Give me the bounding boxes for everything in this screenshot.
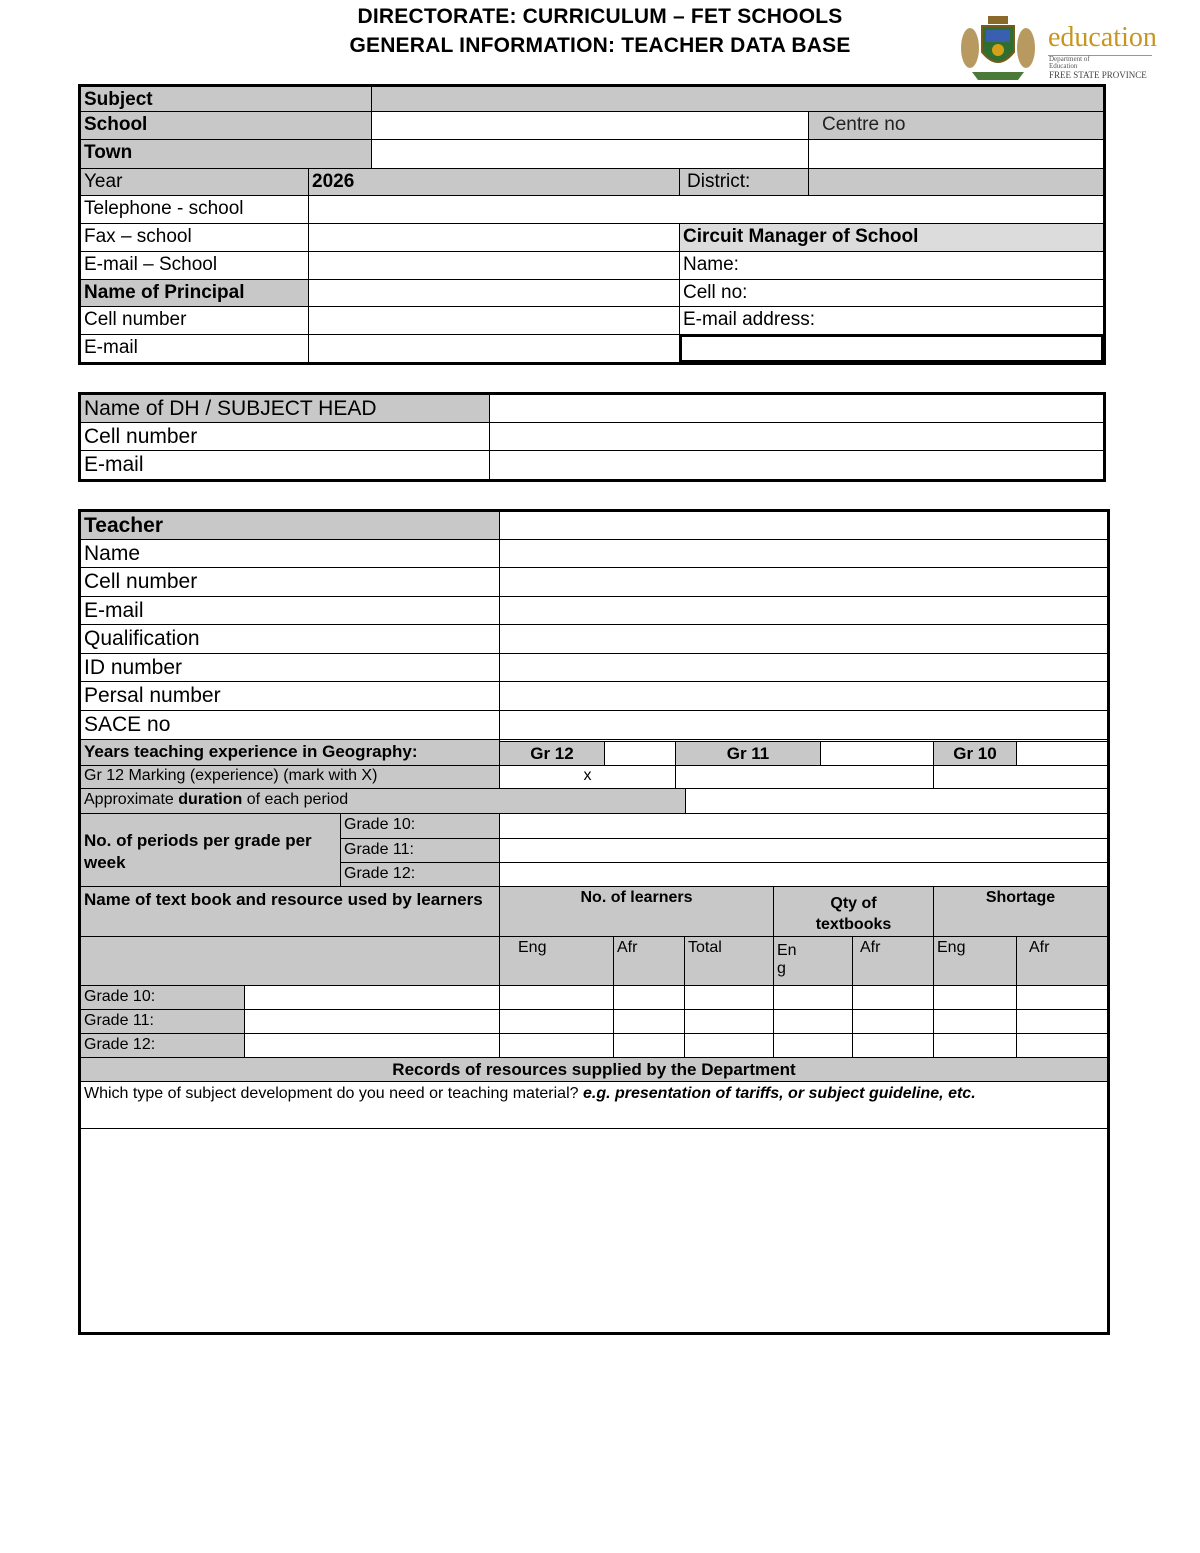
duration-bold: duration: [178, 791, 243, 808]
principal-label: Name of Principal: [80, 279, 309, 307]
exp-gr11-field[interactable]: [820, 741, 934, 766]
table-cell[interactable]: [613, 985, 685, 1010]
teacher-label: Teacher: [80, 511, 500, 540]
telephone-field[interactable]: [308, 195, 1104, 224]
tb-grade11-label: Grade 11:: [80, 1009, 245, 1034]
teacher-email-field[interactable]: [499, 596, 1108, 625]
year-label: Year: [80, 168, 309, 196]
teacher-email-label: E-mail: [80, 596, 500, 625]
table-cell[interactable]: [773, 1033, 853, 1058]
principal-cell-label: Cell number: [80, 306, 309, 335]
periods-grade12-field[interactable]: [499, 862, 1108, 887]
email-school-label: E-mail – School: [80, 251, 309, 280]
circuit-manager-title: Circuit Manager of School: [679, 223, 1104, 252]
duration-field[interactable]: [685, 788, 1108, 814]
subject-field[interactable]: [371, 86, 1104, 112]
periods-grade12-label: Grade 12:: [340, 862, 500, 887]
periods-grade11-label: Grade 11:: [340, 838, 500, 863]
duration-label: [80, 788, 686, 814]
teacher-name-label: Name: [80, 539, 500, 568]
resources-question: [80, 1081, 1108, 1129]
table-cell[interactable]: [852, 1033, 934, 1058]
table-cell[interactable]: [1016, 1009, 1108, 1034]
tb-grade10-label: Grade 10:: [80, 985, 245, 1010]
town-field[interactable]: [371, 139, 809, 169]
qualification-label: Qualification: [80, 624, 500, 654]
marking-label: Gr 12 Marking (experience) (mark with X): [80, 765, 500, 789]
district-label: District:: [679, 168, 809, 196]
logo-sub2: Education: [1049, 62, 1078, 70]
table-cell[interactable]: [933, 1009, 1017, 1034]
question-text: Which type of subject development do you need or teaching material?: [84, 1085, 583, 1102]
question-example: e.g. presentation of tariffs, or subject guideline, etc.: [582, 1085, 976, 1102]
fax-field[interactable]: [308, 223, 680, 252]
table-cell[interactable]: [933, 1033, 1017, 1058]
marking-gr10-field[interactable]: [933, 765, 1108, 789]
table-cell[interactable]: [684, 1009, 774, 1034]
col-total: Total: [684, 936, 774, 986]
dh-name-label: Name of DH / SUBJECT HEAD: [80, 394, 490, 423]
id-number-label: ID number: [80, 653, 500, 682]
dh-email-field[interactable]: [489, 450, 1104, 480]
dh-email-label: E-mail: [80, 450, 490, 480]
table-cell[interactable]: [852, 985, 934, 1010]
qty-textbooks-header: Qty of textbooks: [773, 886, 934, 937]
circuit-email-field[interactable]: E-mail address:: [679, 306, 1104, 335]
periods-grade11-field[interactable]: [499, 838, 1108, 863]
table-cell[interactable]: [684, 985, 774, 1010]
col-short-eng: Eng: [933, 936, 1017, 986]
telephone-label: Telephone - school: [80, 195, 309, 224]
doc-title-line1: DIRECTORATE: CURRICULUM – FET SCHOOLS: [357, 5, 843, 28]
table-cell[interactable]: [933, 985, 1017, 1010]
persal-number-label: Persal number: [80, 681, 500, 711]
teacher-field[interactable]: [499, 511, 1108, 540]
email-school-field[interactable]: [308, 251, 680, 280]
school-field[interactable]: [371, 111, 809, 140]
exp-gr12-field[interactable]: [604, 741, 676, 766]
table-cell[interactable]: [1016, 985, 1108, 1010]
school-label: School: [80, 111, 372, 140]
year-value[interactable]: 2026: [308, 168, 680, 196]
textbook-name-label: Name of text book and resource used by learners: [80, 886, 500, 937]
centre-no-field[interactable]: [808, 139, 1104, 169]
exp-gr12-label: Gr 12: [499, 741, 605, 766]
col-qty-afr: Afr: [852, 936, 934, 986]
periods-grade10-label: Grade 10:: [340, 813, 500, 839]
teacher-cell-label: Cell number: [80, 567, 500, 597]
table-cell[interactable]: [773, 985, 853, 1010]
logo-sub1: Department of: [1049, 55, 1090, 63]
logo-sub3: FREE STATE PROVINCE: [1049, 70, 1147, 80]
circuit-name-field[interactable]: Name:: [679, 251, 1104, 280]
periods-grade10-field[interactable]: [499, 813, 1108, 839]
periods-label: No. of periods per grade per week: [80, 813, 341, 887]
duration-pre: Approximate: [84, 791, 179, 808]
experience-label: Years teaching experience in Geography:: [80, 739, 500, 766]
doc-title-line2: GENERAL INFORMATION: TEACHER DATA BASE: [349, 34, 851, 57]
resources-answer-area[interactable]: [80, 1128, 1108, 1333]
tb-grade11-name[interactable]: [244, 1009, 500, 1034]
dh-cell-field[interactable]: [489, 422, 1104, 451]
circuit-extra-field[interactable]: [679, 334, 1104, 363]
district-field[interactable]: [808, 168, 1104, 196]
learners-header: No. of learners: [499, 886, 774, 937]
exp-gr11-label: Gr 11: [675, 741, 821, 766]
dh-name-field[interactable]: [489, 394, 1104, 423]
shortage-header: Shortage: [933, 886, 1108, 937]
persal-number-field[interactable]: [499, 681, 1108, 711]
town-label: Town: [80, 139, 372, 169]
principal-cell-field[interactable]: [308, 306, 680, 335]
qualification-field[interactable]: [499, 624, 1108, 654]
exp-gr10-label: Gr 10: [933, 741, 1017, 766]
table-cell[interactable]: [613, 1033, 685, 1058]
logo-brand: education: [1048, 22, 1157, 53]
centre-no-label: Centre no: [808, 111, 1104, 140]
table-cell[interactable]: [1016, 1033, 1108, 1058]
table-cell[interactable]: [613, 1009, 685, 1034]
sace-label: SACE no: [80, 710, 500, 740]
coat-of-arms-icon: [958, 12, 1038, 84]
table-cell[interactable]: [499, 985, 614, 1010]
exp-gr10-field[interactable]: [1016, 741, 1108, 766]
principal-email-field[interactable]: [308, 334, 680, 363]
teacher-cell-field[interactable]: [499, 567, 1108, 597]
col-eng: Eng: [499, 936, 614, 986]
subheader-blank: [80, 936, 500, 986]
resources-title: Records of resources supplied by the Department: [80, 1057, 1108, 1082]
col-short-afr: Afr: [1016, 936, 1108, 986]
table-cell[interactable]: [852, 1009, 934, 1034]
marking-gr12-field[interactable]: x: [499, 765, 676, 789]
duration-post: of each period: [242, 791, 349, 808]
table-cell[interactable]: [499, 1033, 614, 1058]
table-cell[interactable]: [499, 1009, 614, 1034]
circuit-cell-field[interactable]: Cell no:: [679, 279, 1104, 307]
dh-cell-label: Cell number: [80, 422, 490, 451]
col-afr: Afr: [613, 936, 685, 986]
marking-gr11-field[interactable]: [675, 765, 934, 789]
tb-grade10-name[interactable]: [244, 985, 500, 1010]
tb-grade12-label: Grade 12:: [80, 1033, 245, 1058]
sace-field[interactable]: [499, 710, 1108, 740]
id-number-field[interactable]: [499, 653, 1108, 682]
principal-field[interactable]: [308, 279, 680, 307]
principal-email-label: E-mail: [80, 334, 309, 363]
table-cell[interactable]: [684, 1033, 774, 1058]
table-cell[interactable]: [773, 1009, 853, 1034]
col-qty-eng: En g: [773, 936, 853, 986]
tb-grade12-name[interactable]: [244, 1033, 500, 1058]
fax-label: Fax – school: [80, 223, 309, 252]
teacher-name-field[interactable]: [499, 539, 1108, 568]
subject-label: Subject: [80, 86, 372, 112]
